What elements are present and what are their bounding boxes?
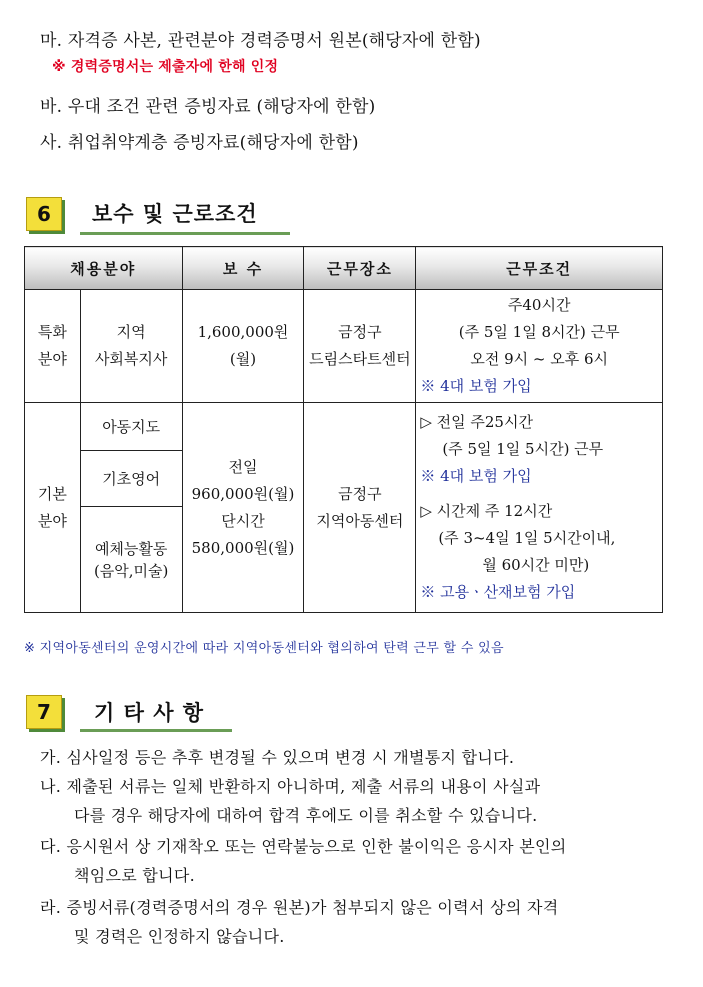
header-place: 근무장소: [304, 247, 416, 290]
item-text: 우대 조건 관련 증빙자료 (해당자에 한함): [67, 97, 376, 117]
etc-item-ra-cont: 및 경력은 인정하지 않습니다.: [74, 927, 285, 946]
pay-conditions-table: [24, 246, 663, 613]
item-text: 취업취약계층 증빙자료(해당자에 한함): [67, 133, 359, 153]
etc-item-da: 다. 응시원서 상 기재착오 또는 연락불능으로 인한 불이익은 응시자 본인의: [40, 837, 567, 856]
place-cell: 금정구 지역아동센터: [304, 403, 416, 613]
item-marker: 마.: [40, 31, 63, 51]
place-cell: 금정구 드림스타트센터: [304, 290, 416, 403]
item-sa: [40, 128, 359, 153]
section-6-number: 6: [26, 197, 62, 231]
section-7-number: 7: [26, 695, 62, 729]
item-marker: 바.: [40, 97, 63, 117]
header-pay: 보 수: [182, 247, 304, 290]
etc-item-na: 나. 제출된 서류는 일체 반환하지 아니하며, 제출 서류의 내용이 사실과: [40, 777, 541, 796]
section-6-underline: [80, 232, 290, 235]
conditions-cell: 주40시간 (주 5일 1일 8시간) 근무 오전 9시 ~ 오후 6시 ※ 4대 보험 가입: [416, 290, 663, 403]
conditions-cell: ▷ 전일 주25시간 (주 5일 1일 5시간) 근무 ※ 4대 보험 가입 ▷ 시간제 주 12시간 (주 3~4일 1일 5시간이내, 월 60시간 미만) ※ 고용ㆍ산재보험 가입: [416, 403, 663, 613]
career-note: ※ 경력증명서는 제출자에 한해 인정: [52, 59, 279, 75]
table-row-special: [25, 290, 663, 403]
table-header-row: [25, 247, 663, 290]
etc-item-na-cont: 다를 경우 해당자에 대하여 합격 후에도 이를 취소할 수 있습니다.: [74, 806, 538, 825]
item-ma: [40, 26, 481, 51]
pay-cell: 전일 960,000원(월) 단시간 580,000원(월): [182, 403, 304, 613]
field-cell: 예체능활동 (음악,미술): [80, 507, 182, 613]
field-cell: 기초영어: [80, 451, 182, 507]
etc-item-ra: 라. 증빙서류(경력증명서의 경우 원본)가 첨부되지 않은 이력서 상의 자격: [40, 898, 559, 917]
table-row-basic-1: [25, 403, 663, 451]
section-6-title: 보수 및 근로조건: [92, 202, 258, 226]
field-cell: 아동지도: [80, 403, 182, 451]
item-ba: [40, 92, 375, 117]
section-7-title: 기 타 사 항: [94, 701, 205, 725]
header-field: 채용분야: [25, 247, 183, 290]
etc-item-ga: 가. 심사일정 등은 추후 변경될 수 있으며 변경 시 개별통지 합니다.: [40, 748, 515, 767]
item-text: 자격증 사본, 관련분야 경력증명서 원본(해당자에 한함): [67, 31, 481, 51]
category-cell: 특화 분야: [25, 290, 81, 403]
header-conditions: 근무조건: [416, 247, 663, 290]
pay-cell: 1,600,000원 (월): [182, 290, 304, 403]
field-cell: 지역 사회복지사: [80, 290, 182, 403]
section-7-underline: [80, 729, 232, 732]
item-marker: 사.: [40, 133, 63, 153]
etc-item-da-cont: 책임으로 합니다.: [74, 866, 196, 885]
category-cell: 기본 분야: [25, 403, 81, 613]
flex-work-note: ※ 지역아동센터의 운영시간에 따라 지역아동센터와 협의하여 탄력 근무 할 수 있음: [24, 641, 504, 656]
